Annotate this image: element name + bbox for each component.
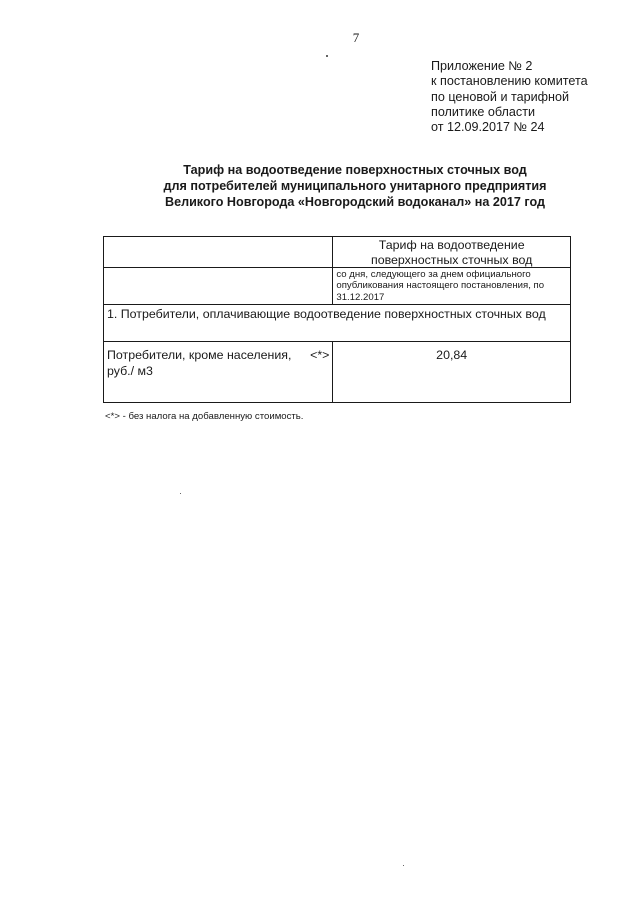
table-row (104, 342, 571, 403)
consumer-line (107, 348, 329, 364)
consumer-cell (104, 342, 333, 403)
period-empty-cell (104, 268, 333, 305)
page-number: 7 (352, 30, 360, 45)
tariff-value: 20,84 (333, 342, 571, 403)
appendix-reference (431, 59, 621, 135)
header-empty-cell (104, 237, 333, 268)
table-header-row (104, 237, 571, 268)
appendix-line: политике области (431, 104, 535, 119)
footnote: <*> - без налога на добавленную стоимость. (105, 411, 304, 422)
scan-speck (403, 865, 404, 866)
scan-speck (180, 493, 181, 494)
appendix-line: Приложение № 2 (431, 59, 533, 73)
scan-speck (326, 55, 328, 57)
appendix-line: от 12.09.2017 № 24 (431, 120, 545, 135)
title-line: Великого Новгорода «Новгородский водоканал» на 2017 год (164, 194, 546, 209)
appendix-line: к постановлению комитета (431, 74, 588, 89)
footnote-marker: <*> (310, 348, 330, 362)
tariff-table (103, 236, 571, 403)
consumer-label: Потребители, кроме населения, (107, 348, 292, 362)
title-line: Тариф на водоотведение поверхностных сточных вод (183, 163, 527, 177)
consumer-unit: руб./ м3 (107, 363, 153, 378)
document-title (100, 163, 610, 210)
title-line: для потребителей муниципального унитарного предприятия (163, 178, 547, 193)
appendix-line: по ценовой и тарифной (431, 89, 570, 104)
period-cell: со дня, следующего за днем официального опубликования настоящего постановления, по 31.12.2017 (333, 268, 571, 305)
header-tariff-cell: Тариф на водоотведение поверхностных сточных вод (333, 237, 571, 268)
table-period-row (104, 268, 571, 305)
table-group-row (104, 305, 571, 342)
consumer-group-title: 1. Потребители, оплачивающие водоотведение поверхностных сточных вод (104, 305, 571, 342)
